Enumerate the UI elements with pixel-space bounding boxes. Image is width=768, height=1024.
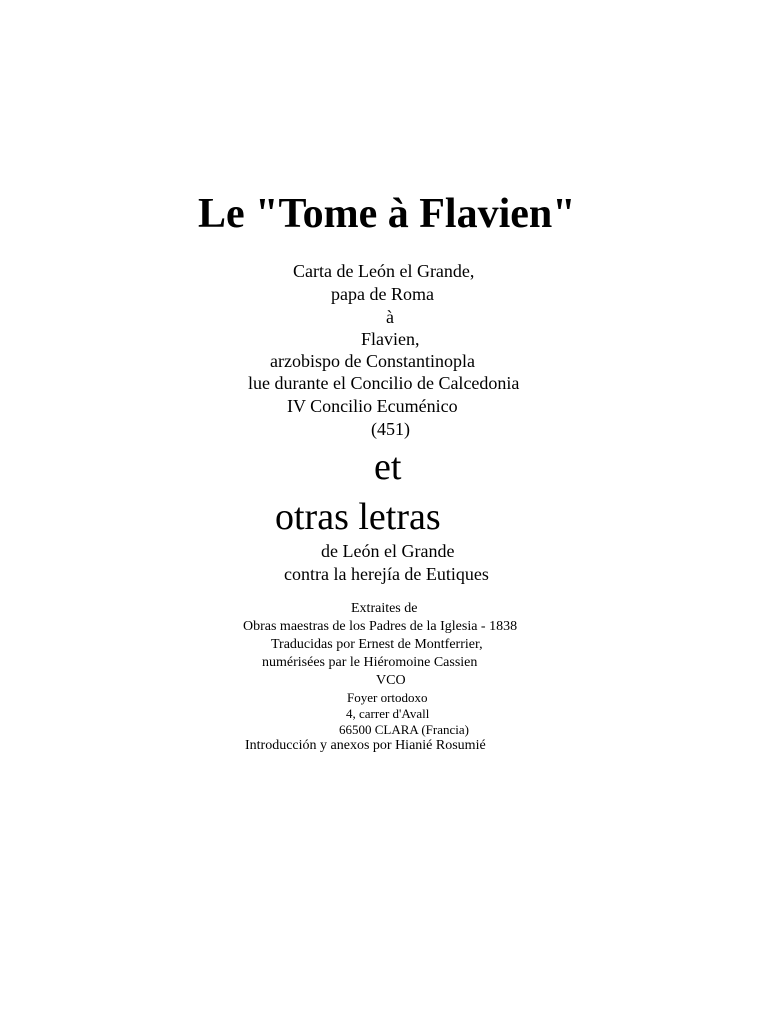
intro-credit: Introducción y anexos por Hianié Rosumié bbox=[245, 738, 486, 753]
subtitle-line: (451) bbox=[371, 419, 410, 439]
address-line: 4, carrer d'Avall bbox=[346, 706, 430, 721]
subtitle-line: arzobispo de Constantinopla bbox=[270, 351, 475, 371]
credit-line: numérisées par le Hiéromoine Cassien bbox=[262, 655, 478, 670]
address-line: Foyer ortodoxo bbox=[347, 690, 428, 705]
heading-et: et bbox=[374, 446, 402, 488]
credit-line: Extraites de bbox=[351, 601, 418, 616]
subtitle-line: IV Concilio Ecuménico bbox=[287, 396, 458, 416]
subtitle-line: à bbox=[386, 307, 394, 327]
subtitle-line: Carta de León el Grande, bbox=[293, 261, 475, 281]
subtitle-line: Flavien, bbox=[361, 329, 420, 349]
credit-line: Obras maestras de los Padres de la Iglesia - 1838 bbox=[243, 619, 518, 634]
credit-line: VCO bbox=[376, 673, 406, 688]
credit-line: Traducidas por Ernest de Montferrier, bbox=[271, 637, 483, 652]
heading-otras-letras: otras letras bbox=[275, 496, 441, 538]
document-title: Le "Tome à Flavien" bbox=[198, 191, 576, 237]
subtitle-line: papa de Roma bbox=[331, 284, 434, 304]
second-subtitle-line: contra la herejía de Eutiques bbox=[284, 564, 489, 584]
address-line: 66500 CLARA (Francia) bbox=[339, 722, 469, 737]
subtitle-line: lue durante el Concilio de Calcedonia bbox=[248, 373, 520, 393]
second-subtitle-line: de León el Grande bbox=[321, 541, 455, 561]
